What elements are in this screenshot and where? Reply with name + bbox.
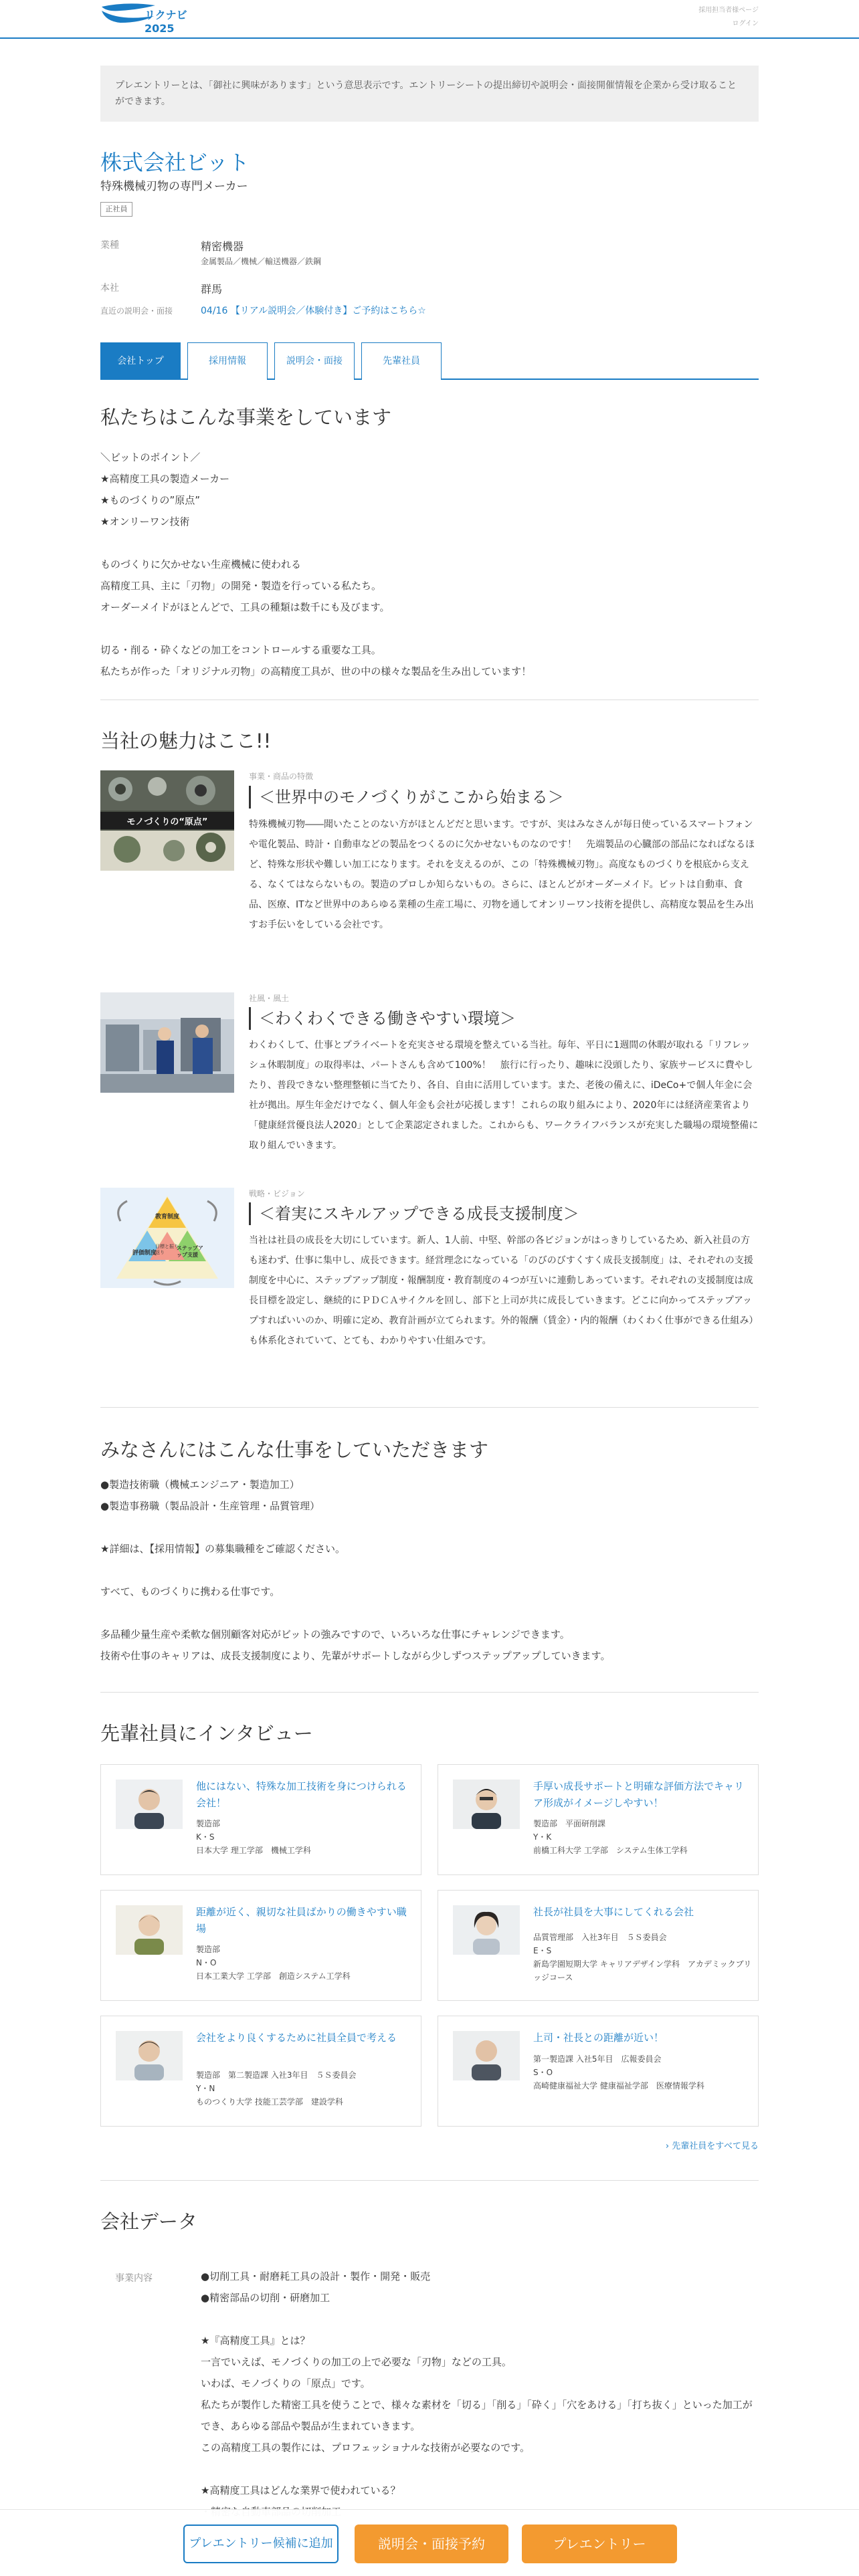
- data-line: ★高精度工具はどんな業界で使われている？: [201, 2484, 401, 2496]
- feature-tag: 社風・風土: [249, 994, 290, 1003]
- interview-card-title[interactable]: 会社をより良くするために社員全員で考える: [196, 2032, 397, 2044]
- add-candidate-button[interactable]: プレエントリー候補に追加: [183, 2525, 339, 2563]
- interview-card-title[interactable]: 他にはない、特殊な加工技術を身につけられる会社！: [196, 1780, 407, 1809]
- card-department: 製造部: [196, 1819, 221, 1828]
- data-line: ●切削工具・耐磨耗工具の設計・製作・開発・販売: [201, 2270, 431, 2282]
- interview-title: 先輩社員にインタビュー: [100, 1722, 313, 1745]
- hq-label: 本社: [100, 283, 119, 294]
- company-tabs: [100, 342, 759, 380]
- recruiter-link[interactable]: 採用担当者様ページ: [698, 7, 759, 14]
- interview-card[interactable]: [438, 1764, 759, 1875]
- business-title: 私たちはこんな事業をしています: [100, 406, 392, 429]
- see-all-staff-link[interactable]: [666, 2139, 759, 2151]
- card-department: 製造部 平面研削課: [533, 1819, 606, 1828]
- preentry-button[interactable]: プレエントリー: [522, 2525, 677, 2563]
- feature-image-workplace: [100, 992, 234, 1093]
- tab-company-top[interactable]: 会社トップ: [100, 342, 181, 380]
- feature-text: わくわくして、仕事とプライベートを充実させる環境を整えている当社。毎年、平日に1週間の休暇が取れる「リフレッシュ休暇制度」の取得率は、パートさんも含めて100%！ 旅行に行ったり、趣味に没頭したり、家族サービスに費やしたり、普段できない整理整頓に当てたり、各自、自由に活用しています。また、老後の備えに、iDeCo+で個人年金に会社が拠出。厚生年金だけでなく、個人年金も会社が応援します！これらの取り組みにより、2020年には経済産業省より「健康経営優良法人2020」として企業認定されました。これからも、ワークライフバランスが充実した職場の環境整備に取り組んでいきます。: [249, 1040, 759, 1151]
- card-school: 高崎健康福祉大学 健康福祉学部 医療情報学科: [533, 2081, 704, 2090]
- interview-card-meta: [196, 1943, 417, 1983]
- chevron-right-icon: ›: [665, 2141, 670, 2151]
- staff-photo: [116, 1780, 183, 1829]
- card-initials: Y・N: [196, 2084, 215, 2093]
- business-line: ★ものづくりの”原点”: [100, 494, 200, 506]
- interview-card-meta: [196, 1817, 417, 1857]
- card-department: 製造部: [196, 1945, 221, 1954]
- site-logo[interactable]: [100, 3, 207, 35]
- event-link[interactable]: 04/16 【リアル説明会／体験付き】ご予約はこちら☆: [201, 306, 426, 316]
- interview-card[interactable]: [100, 1890, 421, 2001]
- card-initials: S・O: [533, 2068, 553, 2077]
- business-content-label: 事業内容: [115, 2273, 153, 2284]
- card-school: 新島学園短期大学 キャリアデザイン学科 アカデミックブリッジコース: [533, 1959, 752, 1982]
- see-all-staff-label: 先輩社員をすべて見る: [672, 2141, 759, 2151]
- data-line: この高精度工具の製作には、プロフェッショナルな技術が必要なのです。: [201, 2442, 531, 2454]
- industry-value: 精密機器: [201, 240, 244, 253]
- business-text: [100, 447, 759, 682]
- event-label: 直近の説明会・面接: [100, 306, 173, 316]
- work-line: ●製造事務職（製品設計・生産管理・品質管理）: [100, 1500, 320, 1512]
- card-department: 品質管理部 入社3年目 ５Ｓ委員会: [533, 1933, 667, 1942]
- feature-text: 特殊機械刃物――聞いたことのない方がほとんどだと思います。ですが、実はみなさんが毎日使っているスマートフォンや電化製品、時計・自動車などの製品をつくるのに欠かせないものなのです！ 先端製品の心臓部の部品になればなるほど、特殊な形状や難しい加工になります。それを支えるのが、この「特殊機械刃物」。高度なものづくりを根底から支える、なくてはならないもの。製造のプロしか知らないもの。さらに、ほとんどがオーダーメイド。ビットは自動車、食品、医療、ITなど世界中のあらゆる業種の生産工場に、刃物を通してオンリーワン技術を提供し、高精度な製品を生み出すお手伝いをしている会社です。: [249, 819, 755, 930]
- work-text: [100, 1474, 759, 1667]
- business-line: ものづくりに欠かせない生産機械に使われる: [100, 558, 302, 570]
- data-line: 私たちが製作した精密工具を使うことで、様々な素材を「切る」「削る」「砕く」「穴をあける」「打ち抜く」といった加工ができ、あらゆる部品や製品が生まれていきます。: [201, 2399, 753, 2432]
- interview-card[interactable]: [438, 2016, 759, 2127]
- feature-tag: 戦略・ビジョン: [249, 1189, 305, 1198]
- business-line: 私たちが作った「オリジナル刃物」の高精度工具が、世の中の様々な製品を生み出しています！: [100, 665, 532, 677]
- work-line: 多品種少量生産や柔軟な個別顧客対応がビットの強みですので、いろいろな仕事にチャレンジできます。: [100, 1628, 570, 1640]
- event-row: [100, 304, 636, 320]
- company-data-title: 会社データ: [100, 2210, 198, 2233]
- feature-tag: 事業・商品の特徴: [249, 772, 314, 781]
- bottom-action-bar: [0, 2509, 859, 2576]
- diagram-label: 評価制度: [132, 1250, 157, 1257]
- interview-card-title[interactable]: 距離が近く、親切な社員ばかりの働きやすい職場: [196, 1906, 407, 1935]
- diagram-label: ステップアップ支援: [177, 1245, 203, 1258]
- industry-label: 業種: [100, 240, 119, 251]
- data-line: 一言でいえば、モノづくりの加工の上で必要な「刃物」などの工具。: [201, 2356, 512, 2368]
- card-initials: K・S: [196, 1832, 215, 1842]
- business-line: 切る・削る・砕くなどの加工をコントロールする重要な工具。: [100, 644, 381, 656]
- card-school: 前橋工科大学 工学部 システム生体工学科: [533, 1846, 688, 1855]
- interview-card-title[interactable]: 手厚い成長サポートと明確な評価方法でキャリア形成がイメージしやすい！: [533, 1780, 745, 1809]
- business-line: ★オンリーワン技術: [100, 516, 190, 528]
- feature-heading: ＜着実にスキルアップできる成長支援制度＞: [249, 1202, 757, 1225]
- feature-text: 当社は社員の成長を大切にしています。新人、1人前、中堅、幹部の各ビジョンがはっきりしているため、新入社員の方も迷わず、仕事に集中し、成長できます。経営理念になっている「のびのびすくすく成長支援制度」は、それぞれの支援制度を中心に、ステップアップ制度・報酬制度・教育制度の４つが互いに連動しあっています。それぞれの支援制度は成長目標を設定し、継続的にＰＤＣＡサイクルを回し、部下と上司が共に成長していきます。どこに向かってステップアップすればいいのか、明確に定め、教育計画が立てられます。外的報酬（賃金）・内的報酬（わくわく仕事ができる仕組み）も体系化されていて、とても、わかりやすい仕組みです。: [249, 1235, 759, 1346]
- staff-photo: [453, 1905, 520, 1955]
- hq-row: [100, 281, 502, 297]
- feature-heading: ＜世界中のモノづくりがここから始まる＞: [249, 786, 757, 809]
- company-name: 株式会社ビット: [100, 150, 250, 175]
- hq-value: 群馬: [201, 283, 223, 296]
- card-school: 日本大学 理工学部 機械工学科: [196, 1846, 311, 1855]
- interview-card[interactable]: [100, 2016, 421, 2127]
- staff-photo: [453, 1780, 520, 1829]
- section-divider: [100, 1692, 759, 1693]
- company-catchphrase: 特殊機械刃物の専門メーカー: [100, 180, 248, 193]
- interview-card-title[interactable]: 上司・社長との距離が近い！: [533, 2032, 664, 2044]
- business-line: 高精度工具、主に「刃物」の開発・製造を行っている私たち。: [100, 580, 382, 592]
- interview-card-meta: [533, 1817, 754, 1857]
- site-header: [0, 0, 859, 39]
- card-initials: Y・K: [533, 1832, 552, 1842]
- data-line: いわば、モノづくりの「原点」です。: [201, 2377, 371, 2389]
- work-line: 技術や仕事のキャリアは、成長支援制度により、先輩がサポートしながら少しずつステップアップしていきます。: [100, 1650, 611, 1662]
- seminar-reserve-button[interactable]: 説明会・面接予約: [355, 2525, 508, 2563]
- tab-recruitment-info[interactable]: 採用情報: [187, 342, 268, 380]
- card-initials: N・O: [196, 1958, 217, 1967]
- header-links: [698, 4, 759, 31]
- logo-text: リクナビ2025: [145, 9, 187, 35]
- staff-photo: [116, 1905, 183, 1955]
- business-content-text: [201, 2266, 759, 2523]
- business-line: オーダーメイドがほとんどで、工具の種類は数千にも及びます。: [100, 601, 390, 613]
- diagram-label: 目標と振り返り: [155, 1244, 179, 1255]
- interview-card-title[interactable]: 社長が社員を大事にしてくれる会社: [533, 1906, 694, 1918]
- card-school: 日本工業大学 工学部 創造システム工学科: [196, 1971, 351, 1981]
- section-divider: [100, 2180, 759, 2181]
- appeal-title: 当社の魅力はここ!!: [100, 730, 272, 752]
- interview-card[interactable]: [100, 1764, 421, 1875]
- work-title: みなさんにはこんな仕事をしていただきます: [100, 1438, 489, 1461]
- feature-image-caption: モノづくりの“原点”: [126, 817, 208, 827]
- tab-senior-staff[interactable]: 先輩社員: [361, 342, 442, 380]
- card-initials: E・S: [533, 1946, 552, 1955]
- feature-image-growth-diagram: [100, 1188, 234, 1288]
- work-line: ★詳細は、【採用情報】の募集職種をご確認ください。: [100, 1543, 345, 1555]
- card-department: 製造部 第二製造課 入社3年目 ５Ｓ委員会: [196, 2070, 357, 2080]
- data-line: ★『高精度工具』とは？: [201, 2335, 310, 2347]
- card-school: ものつくり大学 技能工芸学部 建設学科: [196, 2097, 343, 2107]
- industry-sub: 金属製品／機械／輸送機器／鉄鋼: [201, 257, 322, 266]
- feature-heading: ＜わくわくできる働きやすい環境＞: [249, 1007, 757, 1030]
- preentry-notice: プレエントリーとは、「御社に興味があります」という意思表示です。エントリーシートの提出締切や説明会・面接開催情報を企業から受け取ることができます。: [100, 66, 759, 122]
- data-line: ●精密部品の切削・研磨加工: [201, 2292, 330, 2304]
- card-department: 第一製造課 入社5年目 広報委員会: [533, 2054, 662, 2064]
- industry-row: [100, 238, 502, 272]
- work-line: ●製造技術職（機械エンジニア・製造加工）: [100, 1479, 300, 1491]
- interview-card-meta: [196, 2068, 417, 2109]
- interview-card-meta: [533, 1931, 754, 1984]
- staff-photo: [116, 2031, 183, 2080]
- work-line: すべて、ものづくりに携わる仕事です。: [100, 1586, 280, 1598]
- section-divider: [100, 1407, 759, 1408]
- business-line: ＼ビットのポイント／: [100, 451, 201, 463]
- login-link[interactable]: ログイン: [732, 20, 759, 27]
- employment-type-badge: 正社員: [100, 202, 132, 217]
- tab-seminar-interview[interactable]: 説明会・面接: [274, 342, 355, 380]
- diagram-label: 教育制度: [155, 1214, 180, 1220]
- business-line: ★高精度工具の製造メーカー: [100, 473, 230, 485]
- feature-image-tools: [100, 770, 234, 871]
- interview-card[interactable]: [438, 1890, 759, 2001]
- staff-photo: [453, 2031, 520, 2080]
- interview-card-meta: [533, 2052, 754, 2092]
